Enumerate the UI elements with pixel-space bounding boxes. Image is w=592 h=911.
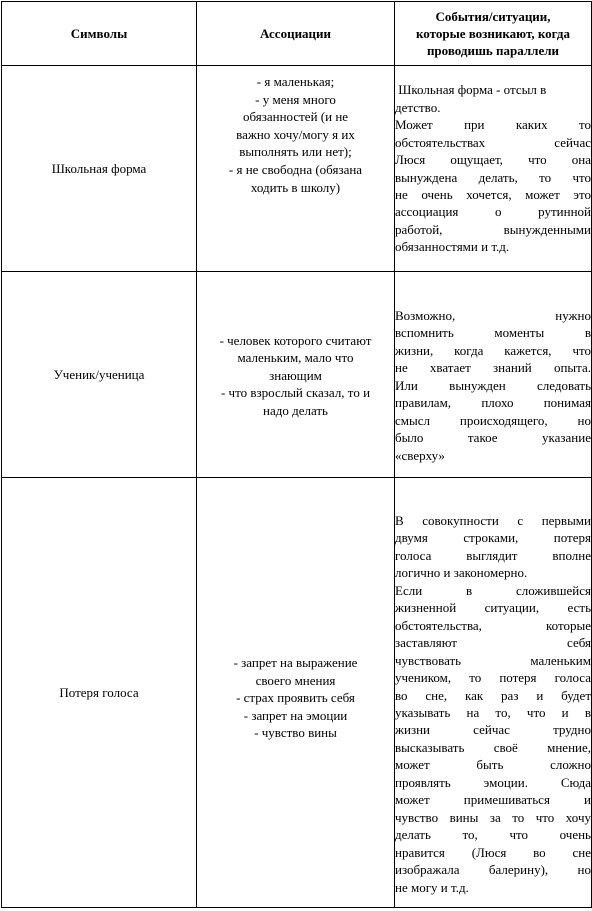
association-line: выполнять или нет); (239, 144, 352, 160)
events-line: учеником, то потеря голоса (395, 670, 591, 686)
events-line: во сне, как раз и будет (395, 687, 591, 703)
events-line: чувствовать маленьким (395, 652, 591, 668)
events-line: детство. (395, 99, 441, 115)
association-line: своего мнения (255, 672, 336, 688)
association-line: обязанностей (и не (242, 109, 349, 125)
header-events-line: События/ситуации, (435, 9, 551, 24)
events-line: не очень хочется, может это (395, 186, 591, 202)
events-line: В совокупности с первыми (395, 513, 591, 529)
association-line: - запрет на эмоции (243, 707, 348, 723)
header-events (395, 2, 592, 66)
events-line: голоса выглядит вполне (395, 547, 591, 563)
symbol-cell: Школьная форма (2, 66, 197, 272)
symbol-cell: Потеря голоса (2, 478, 197, 908)
events-line: жизни, когда кажется, что (395, 342, 591, 358)
events-line: двумя строками, потеря (395, 530, 591, 546)
events-line: нравится (Люся во сне (395, 844, 591, 860)
events-line: Возможно, нужно (395, 307, 591, 323)
events-line: не могу и т.д. (395, 879, 469, 895)
events-line: логично и закономерно. (395, 565, 528, 581)
header-events-line: проводишь параллели (426, 43, 560, 58)
events-line: может примешиваться и (395, 792, 591, 808)
events-line: Если в сложившейся (395, 582, 591, 598)
events-line: заставляют себя (395, 635, 591, 651)
association-line: - запрет на выражение (233, 655, 358, 670)
events-line: смысл происходящего, но (395, 412, 591, 428)
association-line: - я маленькая; (256, 74, 335, 89)
association-line: ходить в школу) (250, 179, 341, 195)
events-line: работой, вынужденными (395, 221, 591, 237)
table-row (2, 272, 592, 478)
header-events-line: которые возникают, когда (415, 26, 570, 41)
events-line: Школьная форма - отсыл в (395, 82, 547, 98)
events-line: Люся ощущает, что она (395, 152, 591, 168)
events-line: «сверху» (395, 447, 445, 463)
events-line: не хватает знаний опыта. (395, 360, 591, 376)
association-line: важно хочу/могу я их (236, 126, 355, 142)
events-cell (395, 478, 592, 908)
associations-cell (197, 66, 395, 272)
association-line: - страх проявить себя (236, 690, 355, 706)
events-line: вынуждена делать, то что (395, 169, 591, 185)
symbols-table (1, 1, 592, 908)
association-line: маленьким, мало что (237, 350, 354, 366)
events-line: обязанностями и т.д. (395, 239, 510, 255)
events-line: Может при каких то (395, 117, 591, 133)
events-cell (395, 66, 592, 272)
association-line: - человек которого считают (219, 332, 372, 348)
events-line: вспомнить моменты в (395, 325, 591, 341)
table-row (2, 66, 592, 272)
association-line: знающим (269, 367, 322, 383)
associations-cell (197, 272, 395, 478)
events-line: жизни сейчас трудно (395, 722, 591, 738)
events-line: жизненной ситуации, есть (395, 600, 591, 616)
events-line: обстоятельствах сейчас (395, 134, 591, 150)
events-line: может быть сложно (395, 757, 591, 773)
association-line: надо делать (262, 402, 328, 418)
symbol-cell: Ученик/ученица (2, 272, 197, 478)
association-line: - чувство вины (254, 725, 337, 741)
events-line: Или вынужден следовать (395, 377, 591, 393)
association-line: - я не свободна (обязана (228, 161, 363, 177)
association-line: - что взрослый сказал, то и (220, 385, 371, 401)
association-line: - у меня много (255, 91, 336, 107)
events-line: высказывать своё мнение, (395, 739, 591, 755)
events-line: изображала балерину), но (395, 862, 591, 878)
events-line: правилам, плохо понимая (395, 395, 591, 411)
events-line: ассоциация о рутинной (395, 204, 591, 220)
header-symbols: Символы (2, 2, 197, 66)
events-line: обстоятельства, которые (395, 617, 591, 633)
events-line: делать то, что очень (395, 827, 591, 843)
events-line: чувство вины за то что хочу (395, 809, 591, 825)
table-row (2, 478, 592, 908)
associations-cell (197, 478, 395, 908)
events-line: указывать на то, что и в (395, 705, 591, 720)
header-associations: Ассоциации (197, 2, 395, 66)
events-line: проявлять эмоции. Сюда (395, 774, 591, 790)
events-line: было такое указание (395, 430, 591, 446)
table-header-row (2, 2, 592, 66)
events-cell (395, 272, 592, 478)
